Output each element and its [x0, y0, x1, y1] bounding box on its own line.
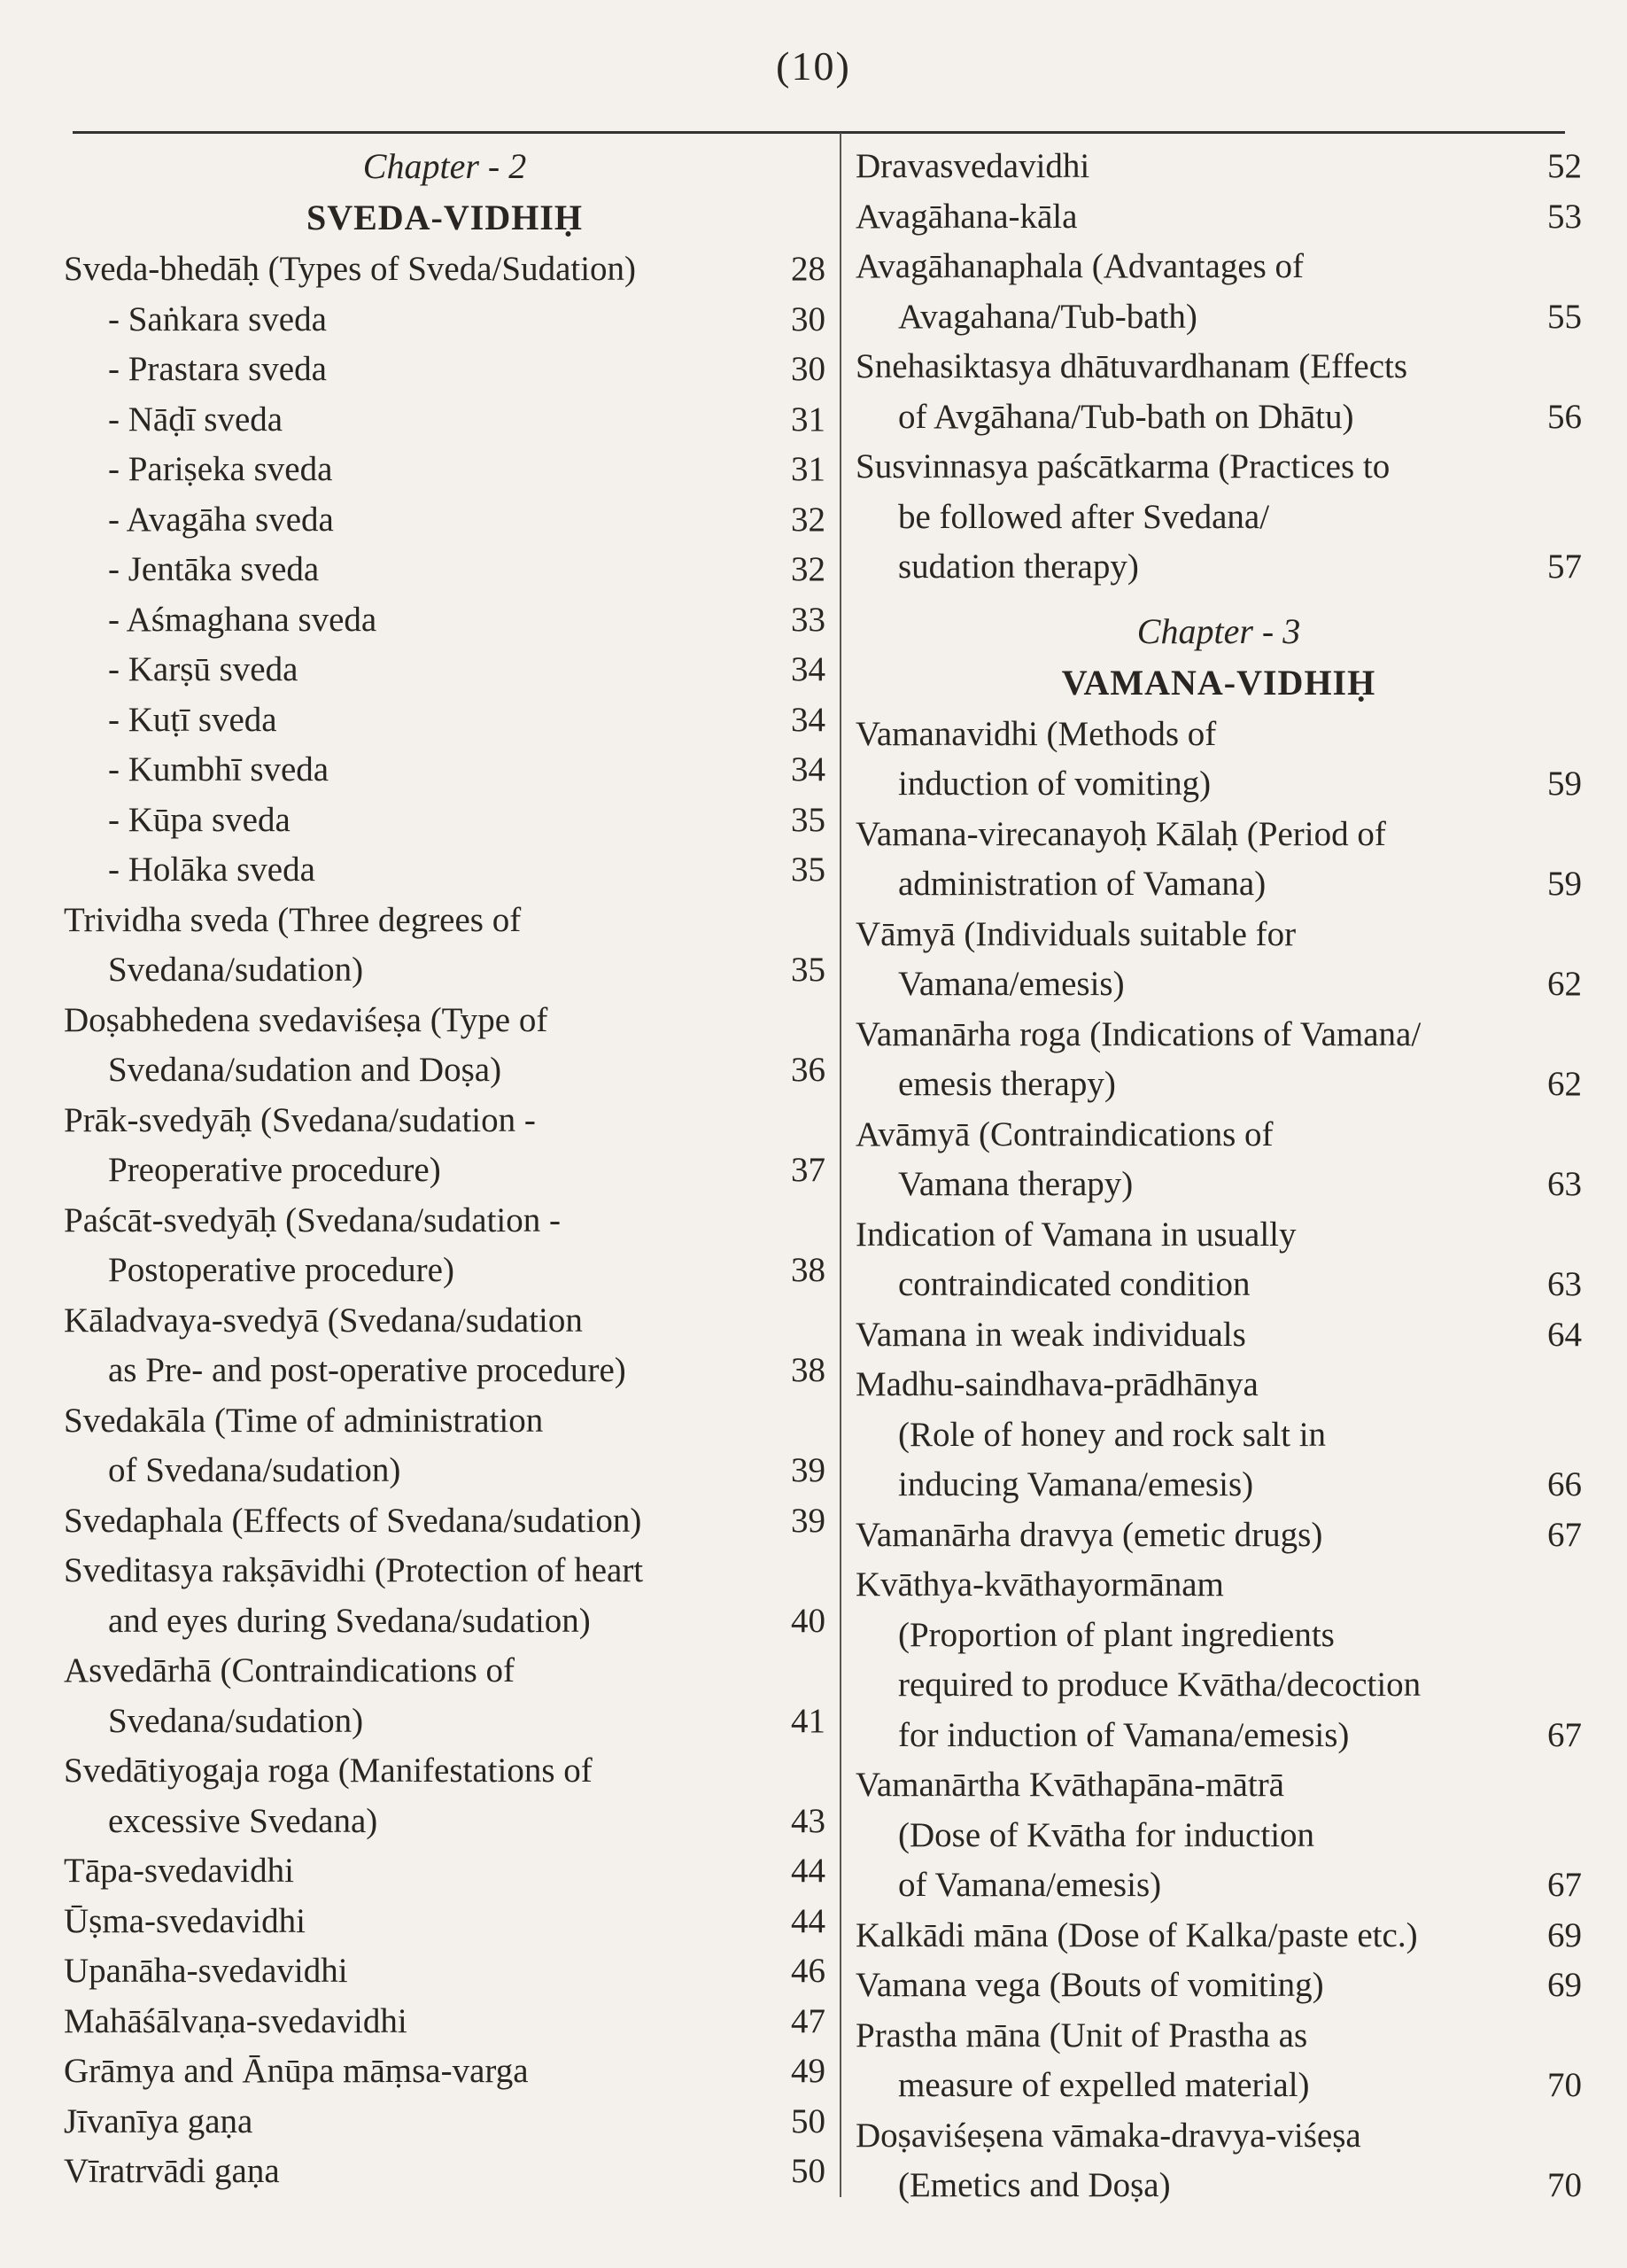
- toc-page-number: 35: [791, 951, 825, 989]
- toc-entry-text: Paścāt-svedyāḥ (Svedana/sudation -: [64, 1200, 562, 1239]
- toc-page-number: 35: [791, 800, 825, 839]
- toc-entry-text: Prastha māna (Unit of Prastha as: [856, 2016, 1308, 2054]
- toc-page-number: 67: [1547, 1715, 1582, 1754]
- toc-entry-text: Dravasvedavidhi: [856, 147, 1090, 185]
- toc-entry: [64, 695, 825, 746]
- toc-page-number: 67: [1547, 1515, 1582, 1554]
- toc-entry: [64, 845, 825, 896]
- toc-entry-text: Vamanārha roga (Indications of Vamana/: [856, 1014, 1422, 1053]
- toc-entry: [856, 1360, 1582, 1511]
- toc-entry-text: Vamana-virecanayoḥ Kālaḥ (Period of: [856, 814, 1386, 853]
- toc-entry: [64, 1997, 825, 2047]
- toc-entry-text: Svedakāla (Time of administration: [64, 1401, 544, 1440]
- toc-entry-text: Tāpa-svedavidhi: [64, 1852, 294, 1890]
- toc-entry-text: induction of vomiting): [898, 765, 1212, 803]
- toc-entry-text: be followed after Svedana/: [898, 497, 1270, 536]
- toc-page-number: 57: [1547, 548, 1582, 586]
- toc-entry-text: Vamana therapy): [898, 1165, 1134, 1203]
- toc-entry: [856, 1560, 1582, 1760]
- chapter-number: Chapter - 2: [362, 146, 527, 186]
- toc-entry-text: of Svedana/sudation): [108, 1451, 401, 1489]
- toc-entry-text: Svedana/sudation and Doṣa): [108, 1051, 502, 1089]
- toc-page-number: 31: [791, 400, 825, 439]
- toc-entry-text: Trividha sveda (Three degrees of: [64, 900, 522, 939]
- toc-page-number: 49: [791, 2052, 825, 2090]
- toc-entry-text: - Saṅkara sveda: [108, 299, 327, 338]
- toc-entry: [64, 645, 825, 695]
- toc-entry-text: Vamanārha dravya (emetic drugs): [856, 1515, 1323, 1554]
- toc-entry: [856, 342, 1582, 442]
- chapter-number: Chapter - 3: [1136, 610, 1301, 651]
- toc-entry-text: Avagāhana-kāla: [856, 197, 1078, 236]
- toc-page-number: 67: [1547, 1866, 1582, 1904]
- toc-page-number: 63: [1547, 1265, 1582, 1303]
- chapter-title: SVEDA-VIDHIḤ: [306, 198, 584, 237]
- toc-entry-text: Postoperative procedure): [108, 1251, 454, 1289]
- toc-entry-text: Mahāśālvaṇa-svedavidhi: [64, 2001, 407, 2040]
- toc-entry: [64, 1096, 825, 1196]
- toc-page-number: 59: [1547, 765, 1582, 803]
- toc-entry-text: emesis therapy): [898, 1065, 1116, 1103]
- toc-entry: [64, 996, 825, 1096]
- toc-entry-text: - Kumbhī sveda: [108, 750, 329, 788]
- toc-entry: [64, 2097, 825, 2148]
- toc-entry-text: - Holāka sveda: [108, 850, 315, 889]
- toc-entry-text: Doṣaviśeṣena vāmaka-dravya-viśeṣa: [856, 2116, 1361, 2155]
- toc-entry: [64, 896, 825, 996]
- toc-entry-text: contraindicated condition: [898, 1265, 1251, 1303]
- toc-entry: [64, 495, 825, 546]
- toc-page-number: 44: [791, 1852, 825, 1890]
- toc-entry: [64, 345, 825, 395]
- toc-page-number: 70: [1547, 2066, 1582, 2104]
- toc-page-number: 53: [1547, 197, 1582, 236]
- toc-entry: [64, 745, 825, 796]
- toc-entry: [856, 1911, 1582, 1961]
- toc-page-number: 50: [791, 2101, 825, 2140]
- toc-entry: [856, 1010, 1582, 1110]
- toc-page-number: 55: [1547, 297, 1582, 336]
- toc-entry-text: Snehasiktasya dhātuvardhanam (Effects: [856, 347, 1408, 385]
- toc-entry-text: (Proportion of plant ingredients: [898, 1615, 1335, 1654]
- toc-entry-text: - Nāḍī sveda: [108, 400, 283, 439]
- toc-page-number: 69: [1547, 1915, 1582, 1954]
- toc-page-number: 56: [1547, 397, 1582, 436]
- toc-page-number: 66: [1547, 1465, 1582, 1503]
- toc-entry: [856, 1310, 1582, 1361]
- toc-page-number: 44: [791, 1901, 825, 1940]
- toc-entry-text: Jīvanīya gaṇa: [64, 2101, 253, 2140]
- toc-entry-text: Kalkādi māna (Dose of Kalka/paste etc.): [856, 1915, 1418, 1954]
- toc-entry-text: Svedaphala (Effects of Svedana/sudation): [64, 1501, 642, 1540]
- toc-entry-text: Vamana vega (Bouts of vomiting): [856, 1966, 1324, 2004]
- toc-entry-text: Vāmyā (Individuals suitable for: [856, 914, 1297, 953]
- left-column: [64, 142, 825, 2197]
- toc-entry-text: (Dose of Kvātha for induction: [898, 1815, 1315, 1854]
- toc-entry: [64, 2147, 825, 2197]
- toc-entry: [64, 1546, 825, 1646]
- toc-page-number: 70: [1547, 2166, 1582, 2204]
- toc-entry: [856, 2011, 1582, 2111]
- toc-page-number: 46: [791, 1952, 825, 1990]
- toc-entry: [856, 710, 1582, 810]
- toc-page-number: 62: [1547, 965, 1582, 1003]
- toc-page-number: 41: [791, 1701, 825, 1740]
- toc-page-number: 69: [1547, 1966, 1582, 2004]
- toc-entry-text: Avagāhanaphala (Advantages of: [856, 247, 1305, 285]
- toc-entry-text: as Pre- and post-operative procedure): [108, 1351, 626, 1389]
- toc-page-number: 35: [791, 850, 825, 889]
- toc-entry-text: - Karṣū sveda: [108, 650, 298, 688]
- toc-page-number: 40: [791, 1601, 825, 1640]
- toc-entry: [64, 445, 825, 495]
- toc-entry-text: - Pariṣeka sveda: [108, 450, 333, 488]
- toc-entry: [64, 1396, 825, 1496]
- toc-entry-text: Indication of Vamana in usually: [856, 1215, 1297, 1254]
- toc-entry-text: (Role of honey and rock salt in: [898, 1415, 1327, 1454]
- toc-entry-text: Kāladvaya-svedyā (Svedana/sudation: [64, 1301, 583, 1340]
- toc-entry: [64, 1846, 825, 1897]
- toc-page-number: 32: [791, 550, 825, 588]
- toc-entry-text: - Jentāka sveda: [108, 550, 320, 588]
- toc-page-number: 31: [791, 450, 825, 488]
- toc-entry-text: Prāk-svedyāḥ (Svedana/sudation -: [64, 1100, 536, 1139]
- toc-entry-text: Susvinnasya paścātkarma (Practices to: [856, 447, 1391, 485]
- toc-entry-text: Vīratrvādi gaṇa: [64, 2152, 280, 2190]
- toc-entry-text: Sveditasya rakṣāvidhi (Protection of heart: [64, 1551, 644, 1589]
- toc-entry: [856, 192, 1582, 243]
- toc-entry-text: Vamanavidhi (Methods of: [856, 714, 1217, 753]
- toc-page-number: 47: [791, 2001, 825, 2040]
- toc-entry-text: and eyes during Svedana/sudation): [108, 1601, 591, 1640]
- toc-page-number: 37: [791, 1151, 825, 1189]
- toc-entry: [856, 810, 1582, 910]
- toc-entry: [856, 2111, 1582, 2211]
- toc-page-number: 34: [791, 700, 825, 739]
- toc-entry: [856, 1110, 1582, 1210]
- column-divider: [840, 133, 841, 2197]
- toc-page-number: 63: [1547, 1165, 1582, 1203]
- toc-entry-text: for induction of Vamana/emesis): [898, 1715, 1350, 1754]
- toc-entry-text: Asvedārhā (Contraindications of: [64, 1651, 515, 1689]
- toc-entry-text: Doṣabhedena svedaviśeṣa (Type of: [64, 1000, 548, 1039]
- toc-list: [856, 710, 1582, 2211]
- header-rule: [73, 131, 1565, 134]
- toc-page-number: 39: [791, 1501, 825, 1540]
- toc-entry: [64, 1746, 825, 1846]
- toc-entry: [64, 1946, 825, 1997]
- toc-page-number: 30: [791, 299, 825, 338]
- toc-entry-text: Vamana/emesis): [898, 965, 1125, 1003]
- toc-entry-text: Vamanārtha Kvāthapāna-mātrā: [856, 1766, 1284, 1804]
- toc-entry: [856, 1210, 1582, 1310]
- toc-entry: [64, 1196, 825, 1296]
- toc-entry: [856, 1961, 1582, 2011]
- toc-page-number: 59: [1547, 865, 1582, 903]
- toc-page-number: 32: [791, 500, 825, 539]
- toc-entry-text: - Kuṭī sveda: [108, 700, 277, 739]
- toc-page-number: 39: [791, 1451, 825, 1489]
- toc-entry: [856, 142, 1582, 192]
- toc-entry-text: Sveda-bhedāḥ (Types of Sveda/Sudation): [64, 250, 637, 288]
- toc-entry-text: Madhu-saindhava-prādhānya: [856, 1365, 1259, 1403]
- toc-page-number: 38: [791, 1251, 825, 1289]
- toc-entry-text: Svedana/sudation): [108, 951, 364, 989]
- toc-entry: [64, 1296, 825, 1396]
- toc-entry-text: Kvāthya-kvāthayormānam: [856, 1565, 1224, 1604]
- toc-entry-text: Avagahana/Tub-bath): [898, 297, 1197, 336]
- right-column: [856, 142, 1582, 2211]
- toc-entry-text: Avāmyā (Contraindications of: [856, 1115, 1274, 1153]
- toc-entry: [64, 1646, 825, 1746]
- toc-entry-text: - Aśmaghana sveda: [108, 600, 377, 639]
- toc-entry-text: administration of Vamana): [898, 865, 1267, 903]
- toc-entry: [64, 295, 825, 346]
- toc-page-number: 62: [1547, 1065, 1582, 1103]
- toc-page-number: 43: [791, 1801, 825, 1840]
- toc-entry-text: Grāmya and Ānūpa māṃsa-varga: [64, 2052, 529, 2090]
- toc-entry-text: Svedana/sudation): [108, 1701, 364, 1740]
- toc-entry: [856, 442, 1582, 593]
- toc-entry-text: measure of expelled material): [898, 2066, 1310, 2104]
- toc-page-number: 33: [791, 600, 825, 639]
- toc-entry-text: Ūṣma-svedavidhi: [64, 1901, 306, 1940]
- toc-entry-text: (Emetics and Doṣa): [898, 2166, 1171, 2204]
- toc-entry-text: of Avgāhana/Tub-bath on Dhātu): [898, 397, 1354, 436]
- toc-entry: [64, 1897, 825, 1947]
- toc-entry: [64, 2047, 825, 2097]
- toc-entry-text: - Kūpa sveda: [108, 800, 291, 839]
- toc-entry: [64, 796, 825, 846]
- toc-entry-text: inducing Vamana/emesis): [898, 1465, 1254, 1503]
- toc-entry-text: - Prastara sveda: [108, 350, 327, 388]
- toc-page-number: 36: [791, 1051, 825, 1089]
- toc-entry-text: Upanāha-svedavidhi: [64, 1952, 348, 1990]
- toc-entry-text: Preoperative procedure): [108, 1151, 441, 1189]
- toc-page-number: 50: [791, 2152, 825, 2190]
- toc-entry: [856, 910, 1582, 1010]
- toc-entry-text: - Avagāha sveda: [108, 500, 334, 539]
- toc-page-number: 64: [1547, 1315, 1582, 1354]
- toc-entry: [856, 1511, 1582, 1561]
- toc-list: [856, 142, 1582, 593]
- toc-page-number: 38: [791, 1351, 825, 1389]
- toc-entry-text: Svedātiyogaja roga (Manifestations of: [64, 1751, 593, 1790]
- toc-entry-text: excessive Svedana): [108, 1801, 378, 1840]
- toc-page-number: 34: [791, 750, 825, 788]
- toc-page-number: 30: [791, 350, 825, 388]
- toc-entry: [64, 245, 825, 295]
- toc-entry-text: Vamana in weak individuals: [856, 1315, 1246, 1354]
- toc-entry: [64, 395, 825, 446]
- toc-entry: [64, 545, 825, 595]
- toc-entry: [64, 1496, 825, 1547]
- toc-entry: [856, 242, 1582, 342]
- toc-page-number: 28: [791, 250, 825, 288]
- toc-entry: [856, 1760, 1582, 1911]
- toc-list: [64, 245, 825, 2197]
- page-number: (10): [776, 43, 851, 89]
- chapter-title: VAMANA-VIDHIḤ: [1061, 662, 1376, 703]
- toc-page-number: 34: [791, 650, 825, 688]
- toc-entry-text: of Vamana/emesis): [898, 1866, 1162, 1904]
- toc-page-number: 52: [1547, 147, 1582, 185]
- toc-entry: [64, 595, 825, 646]
- toc-entry-text: sudation therapy): [898, 548, 1139, 586]
- toc-entry-text: required to produce Kvātha/decoction: [898, 1666, 1422, 1704]
